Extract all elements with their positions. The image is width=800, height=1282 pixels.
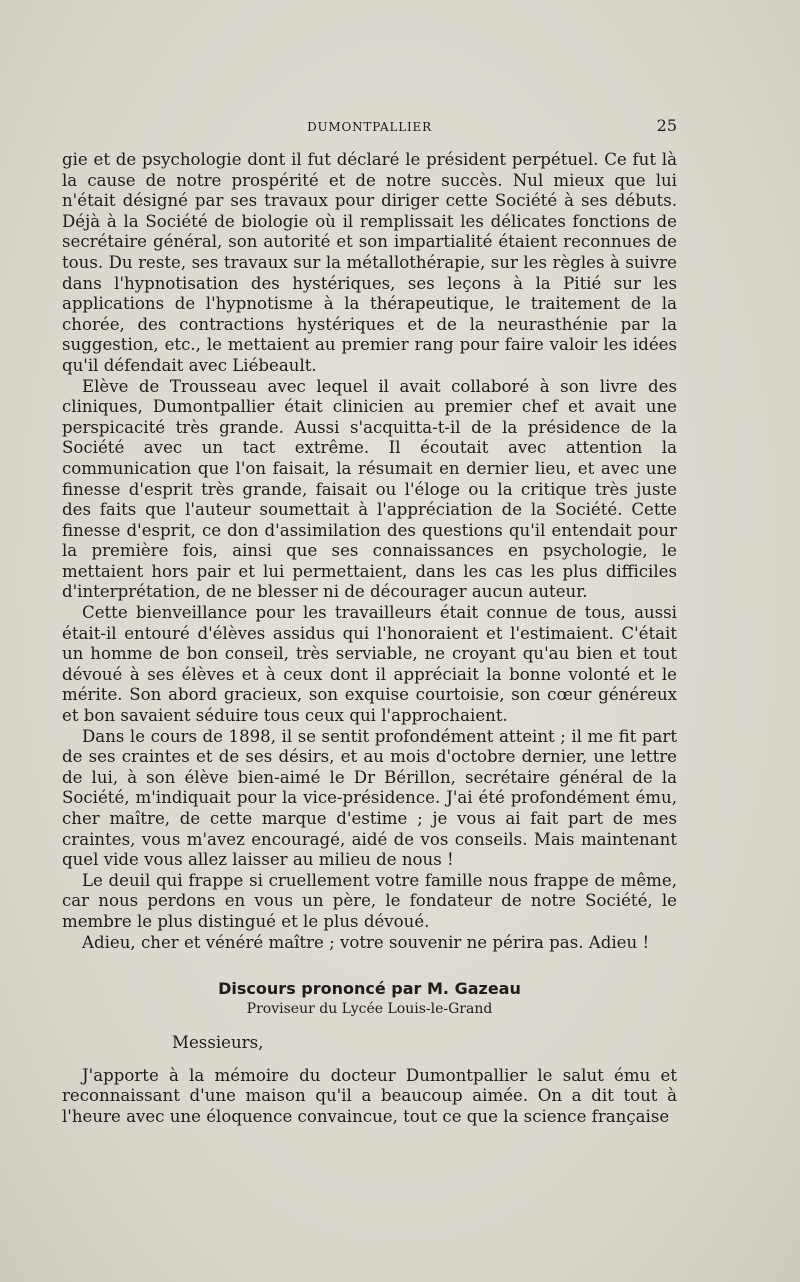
body-text bbox=[62, 150, 677, 1128]
paragraph-bienveillance: Cette bienveillance pour les travailleurs était connue de tous, aussi était-il entouré d'élèves assidus qui l'honoraient et l'estimaient. C'était un homme de bon conseil, très serviable, ne croyant qu'au bien et tout dévoué à ses élèves et à ceux dont il appréciait la bonne volonté et le mérite. Son abord gracieux, son exquise courtoisie, son cœur généreux et bon savaient séduire tous ceux qui l'approchaient. bbox=[62, 603, 677, 726]
paragraph-trousseau: Elève de Trousseau avec lequel il avait collaboré à son livre des cliniques, Dumontpallier était clinicien au premier chef et avait une perspicacité très grande. Aussi s'acquitta-t-il de la présidence de la Société avec un tact extrême. Il écoutait avec attention la communication que l'on faisait, la résumait en dernier lieu, et avec une finesse d'esprit très grande, faisait ou l'éloge ou la critique très juste des faits que l'auteur soumettait à l'appréciation de la Société. Cette finesse d'esprit, ce don d'assimilation des questions qu'il entendait pour la première fois, ainsi que ses connaissances en psychologie, le mettaient hors pair et lui permettaient, dans les cas les plus difficiles d'interprétation, de ne blesser ni de décourager aucun auteur. bbox=[62, 376, 677, 602]
running-head: DUMONTPALLIER bbox=[307, 120, 432, 134]
page-header bbox=[62, 116, 677, 138]
paragraph-deuil: Le deuil qui frappe si cruellement votre famille nous frappe de même, car nous perdons en vous un père, le fondateur de notre Société, le membre le plus distingué et le plus dévoué. bbox=[62, 870, 677, 931]
speech-section bbox=[62, 979, 677, 1127]
page-number: 25 bbox=[656, 116, 677, 135]
speech-opening-paragraph: J'apporte à la mémoire du docteur Dumontpallier le salut ému et reconnaissant d'une maison qu'il a beaucoup aimée. On a dit tout à l'heure avec une éloquence convaincue, tout ce que la science française bbox=[62, 1065, 677, 1126]
paragraph-adieu: Adieu, cher et vénéré maître ; votre souvenir ne périra pas. Adieu ! bbox=[82, 932, 650, 952]
speech-salutation: Messieurs, bbox=[172, 1033, 264, 1053]
paragraph-continuation: gie et de psychologie dont il fut déclaré le président perpétuel. Ce fut là la cause de notre prospérité et de notre succès. Nul mieux que lui n'était désigné par ses travaux pour diriger cette Société à ses débuts. Déjà à la Société de biologie où il remplissait les délicates fonctions de secrétaire général, son autorité et son impartialité étaient reconnues de tous. Du reste, ses travaux sur la métallothérapie, sur les règles à suivre dans l'hypnotisation des hystériques, ses leçons à la Pitié sur les applications de l'hypnotisme à la thérapeutique, le traitement de la chorée, des contractions hystériques et de la neurasthénie par la suggestion, etc., le mettaient au premier rang pour faire valoir les idées qu'il défendait avec Liébeault. bbox=[62, 150, 677, 375]
paragraph-1898: Dans le cours de 1898, il se sentit profondément atteint ; il me fit part de ses craintes et de ses désirs, et au mois d'octobre dernier, une lettre de lui, à son élève bien-aimé le Dr Bérillon, secrétaire général de la Société, m'indiquait pour la vice-présidence. J'ai été profondément ému, cher maître, de cette marque d'estime ; je vous ai fait part de mes craintes, vous m'avez encouragé, aidé de vos conseils. Mais maintenant quel vide vous allez laisser au milieu de nous ! bbox=[62, 726, 677, 870]
speech-title: Discours prononcé par M. Gazeau bbox=[218, 979, 521, 999]
speech-subtitle: Proviseur du Lycée Louis-le-Grand bbox=[246, 1001, 493, 1018]
